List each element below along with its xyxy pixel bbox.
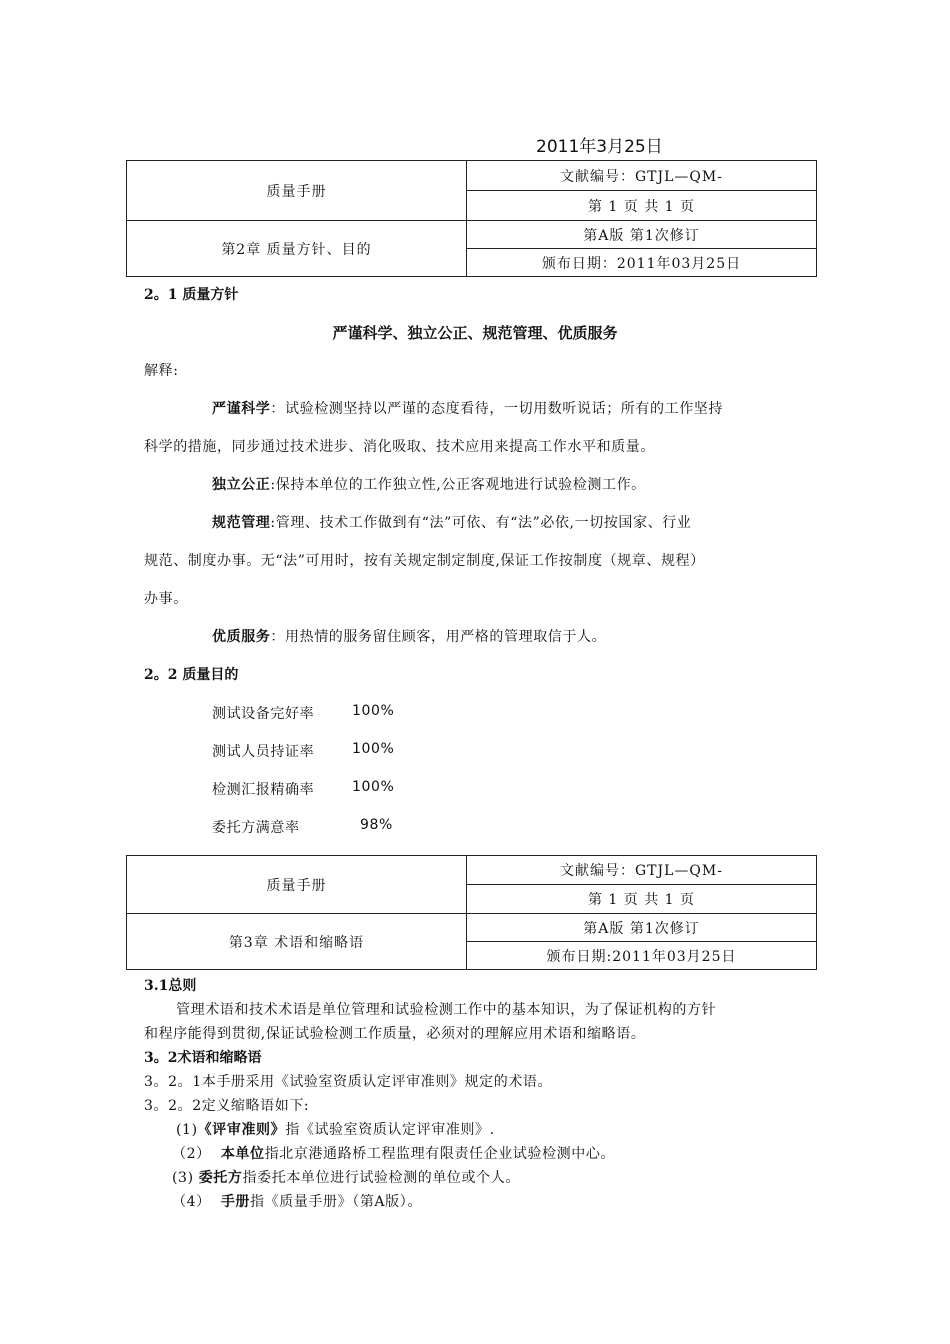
section-2-2-heading: 2。2 质量目的 [144, 667, 239, 683]
definition-item: （4） 手册指《质量手册》（第A版）。 [172, 1194, 422, 1210]
policy-p3-line1: 规范管理:管理、技术工作做到有“法”可依、有“法”必依,一切按国家、行业 [212, 515, 692, 531]
doc-number: 文献编号：GTJL—QM- [467, 856, 817, 885]
issue-date: 颁布日期:2011年03月25日 [467, 942, 817, 970]
policy-p4-term: 优质服务 [212, 629, 271, 645]
policy-p1-term: 严谨科学 [212, 401, 271, 417]
target-item: 检测汇报精确率 [212, 782, 315, 798]
issue-date: 颁布日期：2011年03月25日 [467, 249, 817, 277]
page-count: 第 1 页 共 1 页 [467, 885, 817, 914]
page-count: 第 1 页 共 1 页 [467, 191, 817, 221]
explain-label: 解释: [144, 363, 179, 379]
policy-p2-line1: 独立公正:保持本单位的工作独立性,公正客观地进行试验检测工作。 [212, 477, 646, 493]
terms-line1: 3。2。1本手册采用《试验室资质认定评审准则》规定的术语。 [144, 1074, 553, 1090]
general-line2: 和程序能得到贯彻,保证试验检测工作质量，必须对的理解应用术语和缩略语。 [144, 1026, 646, 1042]
target-item: 委托方满意率 [212, 820, 300, 836]
policy-p3-term: 规范管理 [212, 515, 271, 531]
doc-number: 文献编号：GTJL—QM- [467, 161, 817, 191]
terms-line2: 3。2。2定义缩略语如下: [144, 1098, 310, 1114]
policy-p4-line1: 优质服务：用热情的服务留住顾客，用严格的管理取信于人。 [212, 629, 607, 645]
target-item: 测试人员持证率 [212, 744, 315, 760]
header-table-1 [126, 160, 817, 277]
target-item: 测试设备完好率 [212, 706, 315, 722]
document-date: 2011年3月25日 [536, 137, 663, 157]
edition: 第A版 第1次修订 [467, 221, 817, 249]
target-value: 100% [352, 741, 395, 757]
quality-policy: 严谨科学、独立公正、规范管理、优质服务 [332, 324, 618, 342]
header-table-2 [126, 855, 817, 970]
policy-p2-term: 独立公正 [212, 477, 271, 493]
definition-item: (1)《评审准则》指《试验室资质认定评审准则》. [176, 1122, 495, 1138]
policy-p3-line3: 办事。 [144, 591, 188, 607]
section-3-2-heading: 3。2术语和缩略语 [144, 1050, 262, 1066]
policy-p1-line1: 严谨科学：试验检测坚持以严谨的态度看待，一切用数听说话；所有的工作坚持 [212, 401, 724, 417]
target-value: 100% [352, 703, 395, 719]
general-line1: 管理术语和技术术语是单位管理和试验检测工作中的基本知识，为了保证机构的方针 [176, 1002, 717, 1018]
edition: 第A版 第1次修订 [467, 914, 817, 942]
definition-item: （2） 本单位指北京港通路桥工程监理有限责任企业试验检测中心。 [172, 1146, 616, 1162]
target-value: 98% [360, 817, 393, 833]
chapter-title: 第3章 术语和缩略语 [127, 914, 467, 970]
manual-title: 质量手册 [127, 856, 467, 914]
policy-p1-line2: 科学的措施，同步通过技术进步、消化吸取、技术应用来提高工作水平和质量。 [144, 439, 655, 455]
definition-item: (3) 委托方指委托本单位进行试验检测的单位或个人。 [172, 1170, 520, 1186]
section-2-1-heading: 2。1 质量方针 [144, 287, 239, 303]
manual-title: 质量手册 [127, 161, 467, 221]
policy-p3-line2: 规范、制度办事。无“法”可用时，按有关规定制定制度,保证工作按制度（规章、规程） [144, 553, 705, 569]
section-3-1-heading: 3.1总则 [144, 978, 197, 994]
target-value: 100% [352, 779, 395, 795]
chapter-title: 第2章 质量方针、目的 [127, 221, 467, 277]
